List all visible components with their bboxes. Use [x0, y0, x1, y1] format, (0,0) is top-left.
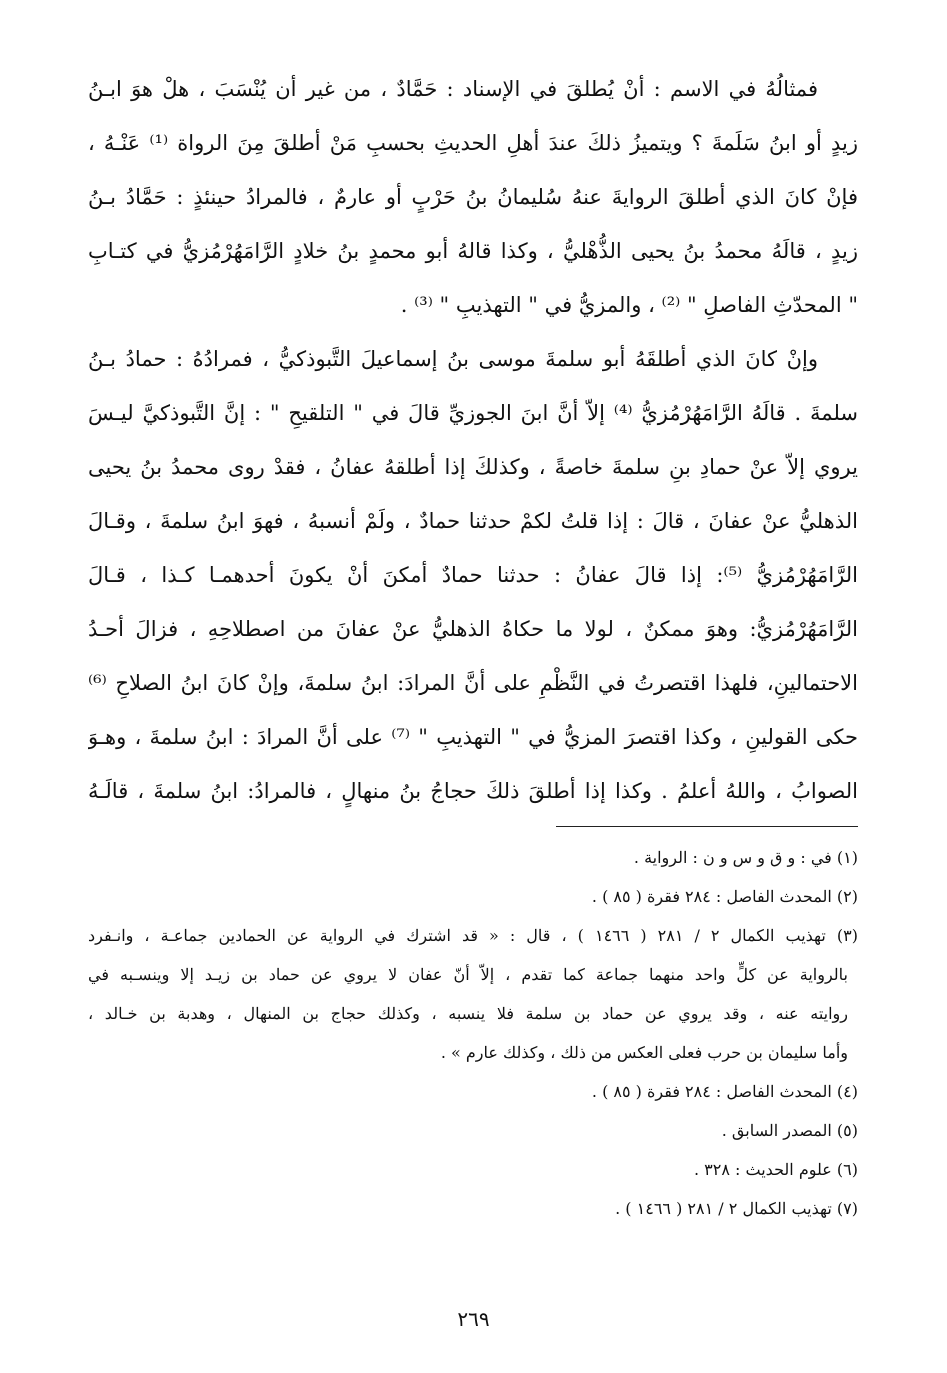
footnote-line: (٢) المحدث الفاصل : ٢٨٤ فقرة ( ٨٥ ) . [591, 887, 858, 906]
footnote-line: وأما سليمان بن حرب فعلى العكس من ذلك ، وكذلك عارم » . [440, 1043, 848, 1062]
footnote-line: بالرواية عن كلٍّ واحد منهما جماعة كما تقدم ، إلاّ أنّ عفان لا يروي عن حماد بن زيـد إلا وينسـبه في [88, 965, 848, 984]
footnote-line: (١) في : و ق و س و ن : الرواية . [633, 848, 858, 867]
text-line: الصوابُ ، واللهُ أعلمُ . وكذا إذا أطلقَ ذلكَ حجاجُ بنُ منهالٍ ، فالمرادُ: ابنُ سلمةَ ، قالَـهُ [88, 779, 858, 803]
page-number: ٢٦٩ [457, 1307, 490, 1331]
footnote-line: (٣) تهذيب الكمال ٢ / ٢٨١ ( ١٤٦٦ ) ، قال : « قد اشترك في الرواية عن الحمادين جماعـة ، وانـفرد [88, 926, 858, 945]
text-line: الذهليُّ عنْ عفانَ ، قالَ : إذا قلتُ لكمْ حدثنا حمادٌ ، ولَمْ أنسبهُ ، فهوَ ابنُ سلمةَ ، وقـالَ [88, 509, 858, 533]
text-line: الرَّامَهُرْمُزيُّ: وهوَ ممكنٌ ، لولا ما حكاهُ الذهليُّ عنْ عفانَ من اصطلاحِهِ ، فزالَ أحـدُ [88, 617, 858, 641]
footnote-line: روايته عنه ، وقد يروي عن حماد بن سلمة فلا ينسبه ، وكذلك حجاج بن المنهال ، وهدبة بن خـالد ، [88, 1004, 848, 1023]
footnotes [88, 838, 858, 1228]
footnote-line: (٦) علوم الحديث : ٣٢٨ . [694, 1160, 858, 1179]
text-line: الاحتمالينِ، فلهذا اقتصرتُ في النَّظْمِ على أنَّ المرادَ: ابنُ سلمةَ، وإنْ كانَ ابنُ الصلاحِ ⁽⁶⁾ [88, 671, 858, 695]
text-line: " المحدّثِ الفاصلِ " ⁽²⁾ ، والمزيُّ في " التهذيبِ " ⁽³⁾ . [400, 293, 858, 317]
text-line: الرَّامَهُرْمُزيُّ ⁽⁵⁾: إذا قالَ عفانُ : حدثنا حمادٌ أمكنَ أنْ يكونَ أحدهمـا كـذا ، قـالَ [88, 563, 858, 587]
main-text [88, 62, 858, 818]
footnote-line: (٤) المحدث الفاصل : ٢٨٤ فقرة ( ٨٥ ) . [591, 1082, 858, 1101]
text-line: فمثالُهُ في الاسم : أنْ يُطلقَ في الإسناد : حَمَّادٌ ، من غير أن يُنْسَبَ ، هلْ هوَ ابـنُ [88, 77, 818, 101]
text-line: فإنْ كانَ الذي أطلقَ الروايةَ عنهُ سُليمانُ بنُ حَرْبٍ أو عارمٌ ، فالمرادُ حينئذٍ : حَمَّادُ بـنُ [88, 185, 858, 209]
text-line: وإنْ كانَ الذي أطلقَهُ أبو سلمةَ موسى بنُ إسماعيلَ التَّبوذكيُّ ، فمرادُهُ : حمادُ بـنُ [88, 347, 818, 371]
footnote-line: (٧) تهذيب الكمال ٢ / ٢٨١ ( ١٤٦٦ ) . [615, 1199, 858, 1218]
footnote-separator [556, 826, 858, 827]
text-line: زيدٍ ، قالَهُ محمدُ بنُ يحيى الذُّهْليُّ ، وكذا قالهُ أبو محمدٍ بنُ خلادٍ الرَّامَهُرْمُزيُّ في كتـابِ [88, 239, 858, 263]
text-line: حكى القولينِ ، وكذا اقتصرَ المزيُّ في " التهذيبِ " ⁽⁷⁾ على أنَّ المرادَ : ابنُ سلمةَ ، وهـوَ [88, 725, 858, 749]
text-line: زيدٍ أو ابنُ سَلَمةَ ؟ ويتميزُ ذلكَ عندَ أهلِ الحديثِ بحسبِ مَنْ أطلقَ مِنَ الرواة ⁽¹⁾ عَنْـهُ ، [88, 131, 858, 155]
footnote-line: (٥) المصدر السابق . [721, 1121, 858, 1140]
text-line: سلمةَ . قالَهُ الرَّامَهُرْمُزيُّ ⁽⁴⁾ إلاّ أنَّ ابنَ الجوزيِّ قالَ في " التلقيحِ " : إنَّ التَّبوذكيَّ ليـسَ [88, 401, 858, 425]
text-line: يروي إلاّ عنْ حمادِ بنِ سلمةَ خاصةً ، وكذلكَ إذا أطلقهُ عفانُ ، فقدْ روى محمدُ بنُ يحيى [88, 455, 858, 479]
